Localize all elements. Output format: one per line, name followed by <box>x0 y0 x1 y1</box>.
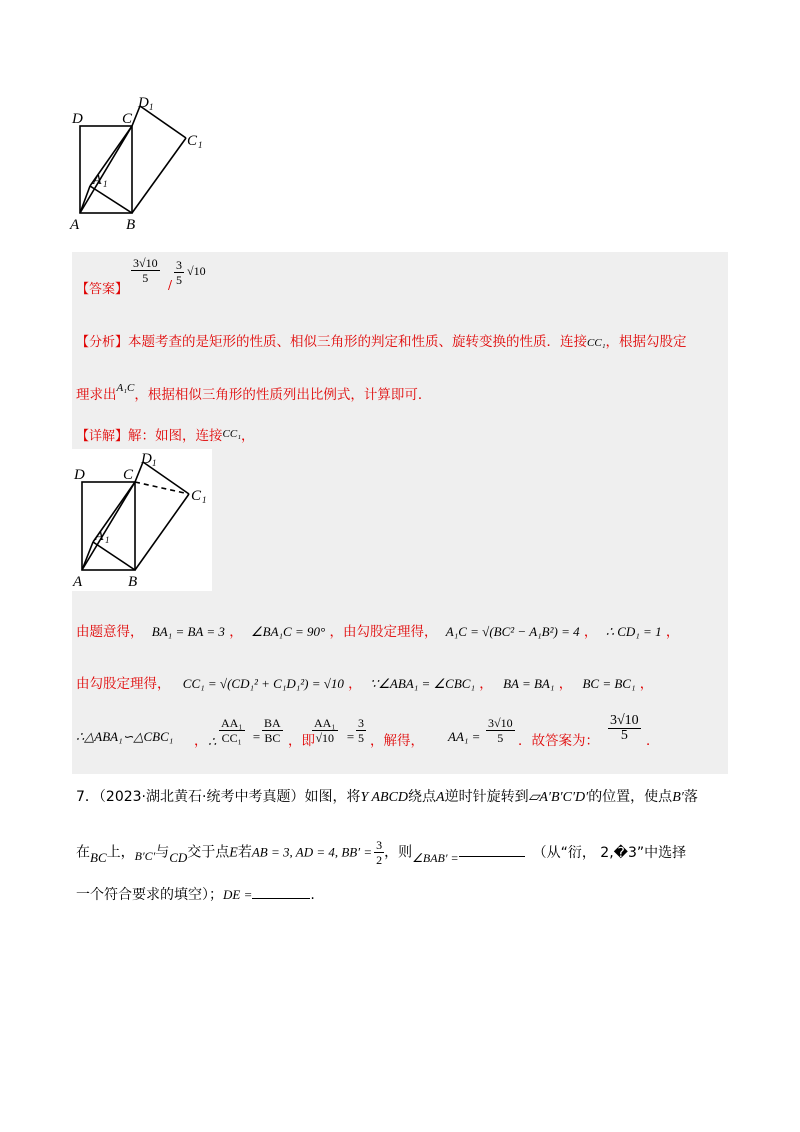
analysis-line-2: 理求出$^{A_1C}$，根据相似三角形的性质列出比例式，计算即可． <box>76 382 432 403</box>
detail-line-1: 【详解】解：如图，连接$^{CC_1}$， <box>76 428 255 444</box>
detail-label: 【详解】 <box>76 429 129 444</box>
label-A: A <box>73 574 83 590</box>
label-C: C <box>123 467 134 483</box>
answer-fraction: $\frac{3√10}{5}$ <box>133 256 158 285</box>
analysis-label: 【分析】 <box>76 335 129 350</box>
question-7-line-3: 一个符合要求的填空）；DE = . <box>76 887 315 903</box>
answer-alt-root: √10 <box>187 264 206 278</box>
label-D1: D <box>138 96 149 111</box>
detail-row-2: 由勾股定理得， CC₁ = √(CD₁² + C₁D₁²) = √10 ， ∵∠ABA₁ = ∠CBC₁ ， BA = BA₁ ， BC = BC₁ ， <box>76 676 654 692</box>
de-answer-blank[interactable] <box>252 898 310 899</box>
answer-alt-coef: $\frac{3}{5}$ <box>176 258 182 287</box>
question-7-line-2: 在BC上，B′C′与CD交于点E若AB = 3, AD = 4, BB′ = $\frac{3}{2}$ ，则∠BAB′ = （从“衍， 2,�3”中选择 <box>76 838 687 867</box>
figure-svg-top <box>68 96 208 236</box>
label-A1: A <box>95 529 104 544</box>
label-A1-sub: 1 <box>105 535 110 545</box>
label-D1-sub: 1 <box>152 458 157 468</box>
label-C: C <box>122 111 133 127</box>
question-7-line-1: 7．（2023·湖北黄石·统考中考真题）如图，将Y ABCD绕点A逆时针旋转到▱A′B′C′D′的位置，使点B′落 <box>76 789 698 805</box>
detail-row-1: 由题意得， BA₁ = BA = 3 ， ∠BA₁C = 90° ，由勾股定理得， A₁C = √(BC² − A₁B²) = 4 ， ∴ CD₁ = 1 ， <box>76 624 680 640</box>
label-B: B <box>126 217 136 233</box>
label-D: D <box>72 111 83 127</box>
label-A: A <box>70 217 80 233</box>
label-C1-sub: 1 <box>198 140 203 150</box>
analysis-line-1: 【分析】本题考查的是矩形的性质、相似三角形的判定和性质、旋转变换的性质．连接CC₁，根据勾股定 <box>76 334 687 350</box>
label-A1: A <box>93 173 102 188</box>
label-C1: C <box>191 488 202 504</box>
label-D1: D <box>141 451 152 467</box>
label-C1: C <box>187 133 198 149</box>
label-D1-sub: 1 <box>149 102 154 112</box>
question-number: 7． <box>76 789 99 805</box>
answer-separator: / <box>168 278 173 292</box>
geometry-figure-top <box>68 96 208 236</box>
answer-label: 【答案】 <box>76 282 129 297</box>
analysis-cc1: CC₁ <box>587 337 606 349</box>
angle-answer-blank[interactable] <box>459 856 525 857</box>
analysis-a1c: A₁C <box>116 382 135 394</box>
label-D: D <box>74 467 85 483</box>
label-B: B <box>128 574 138 590</box>
figure-svg-detail <box>72 449 212 591</box>
label-A1-sub: 1 <box>103 179 108 189</box>
detail-cc1: CC₁ <box>222 428 242 440</box>
geometry-figure-detail <box>72 449 212 591</box>
label-C1-sub: 1 <box>202 495 207 505</box>
